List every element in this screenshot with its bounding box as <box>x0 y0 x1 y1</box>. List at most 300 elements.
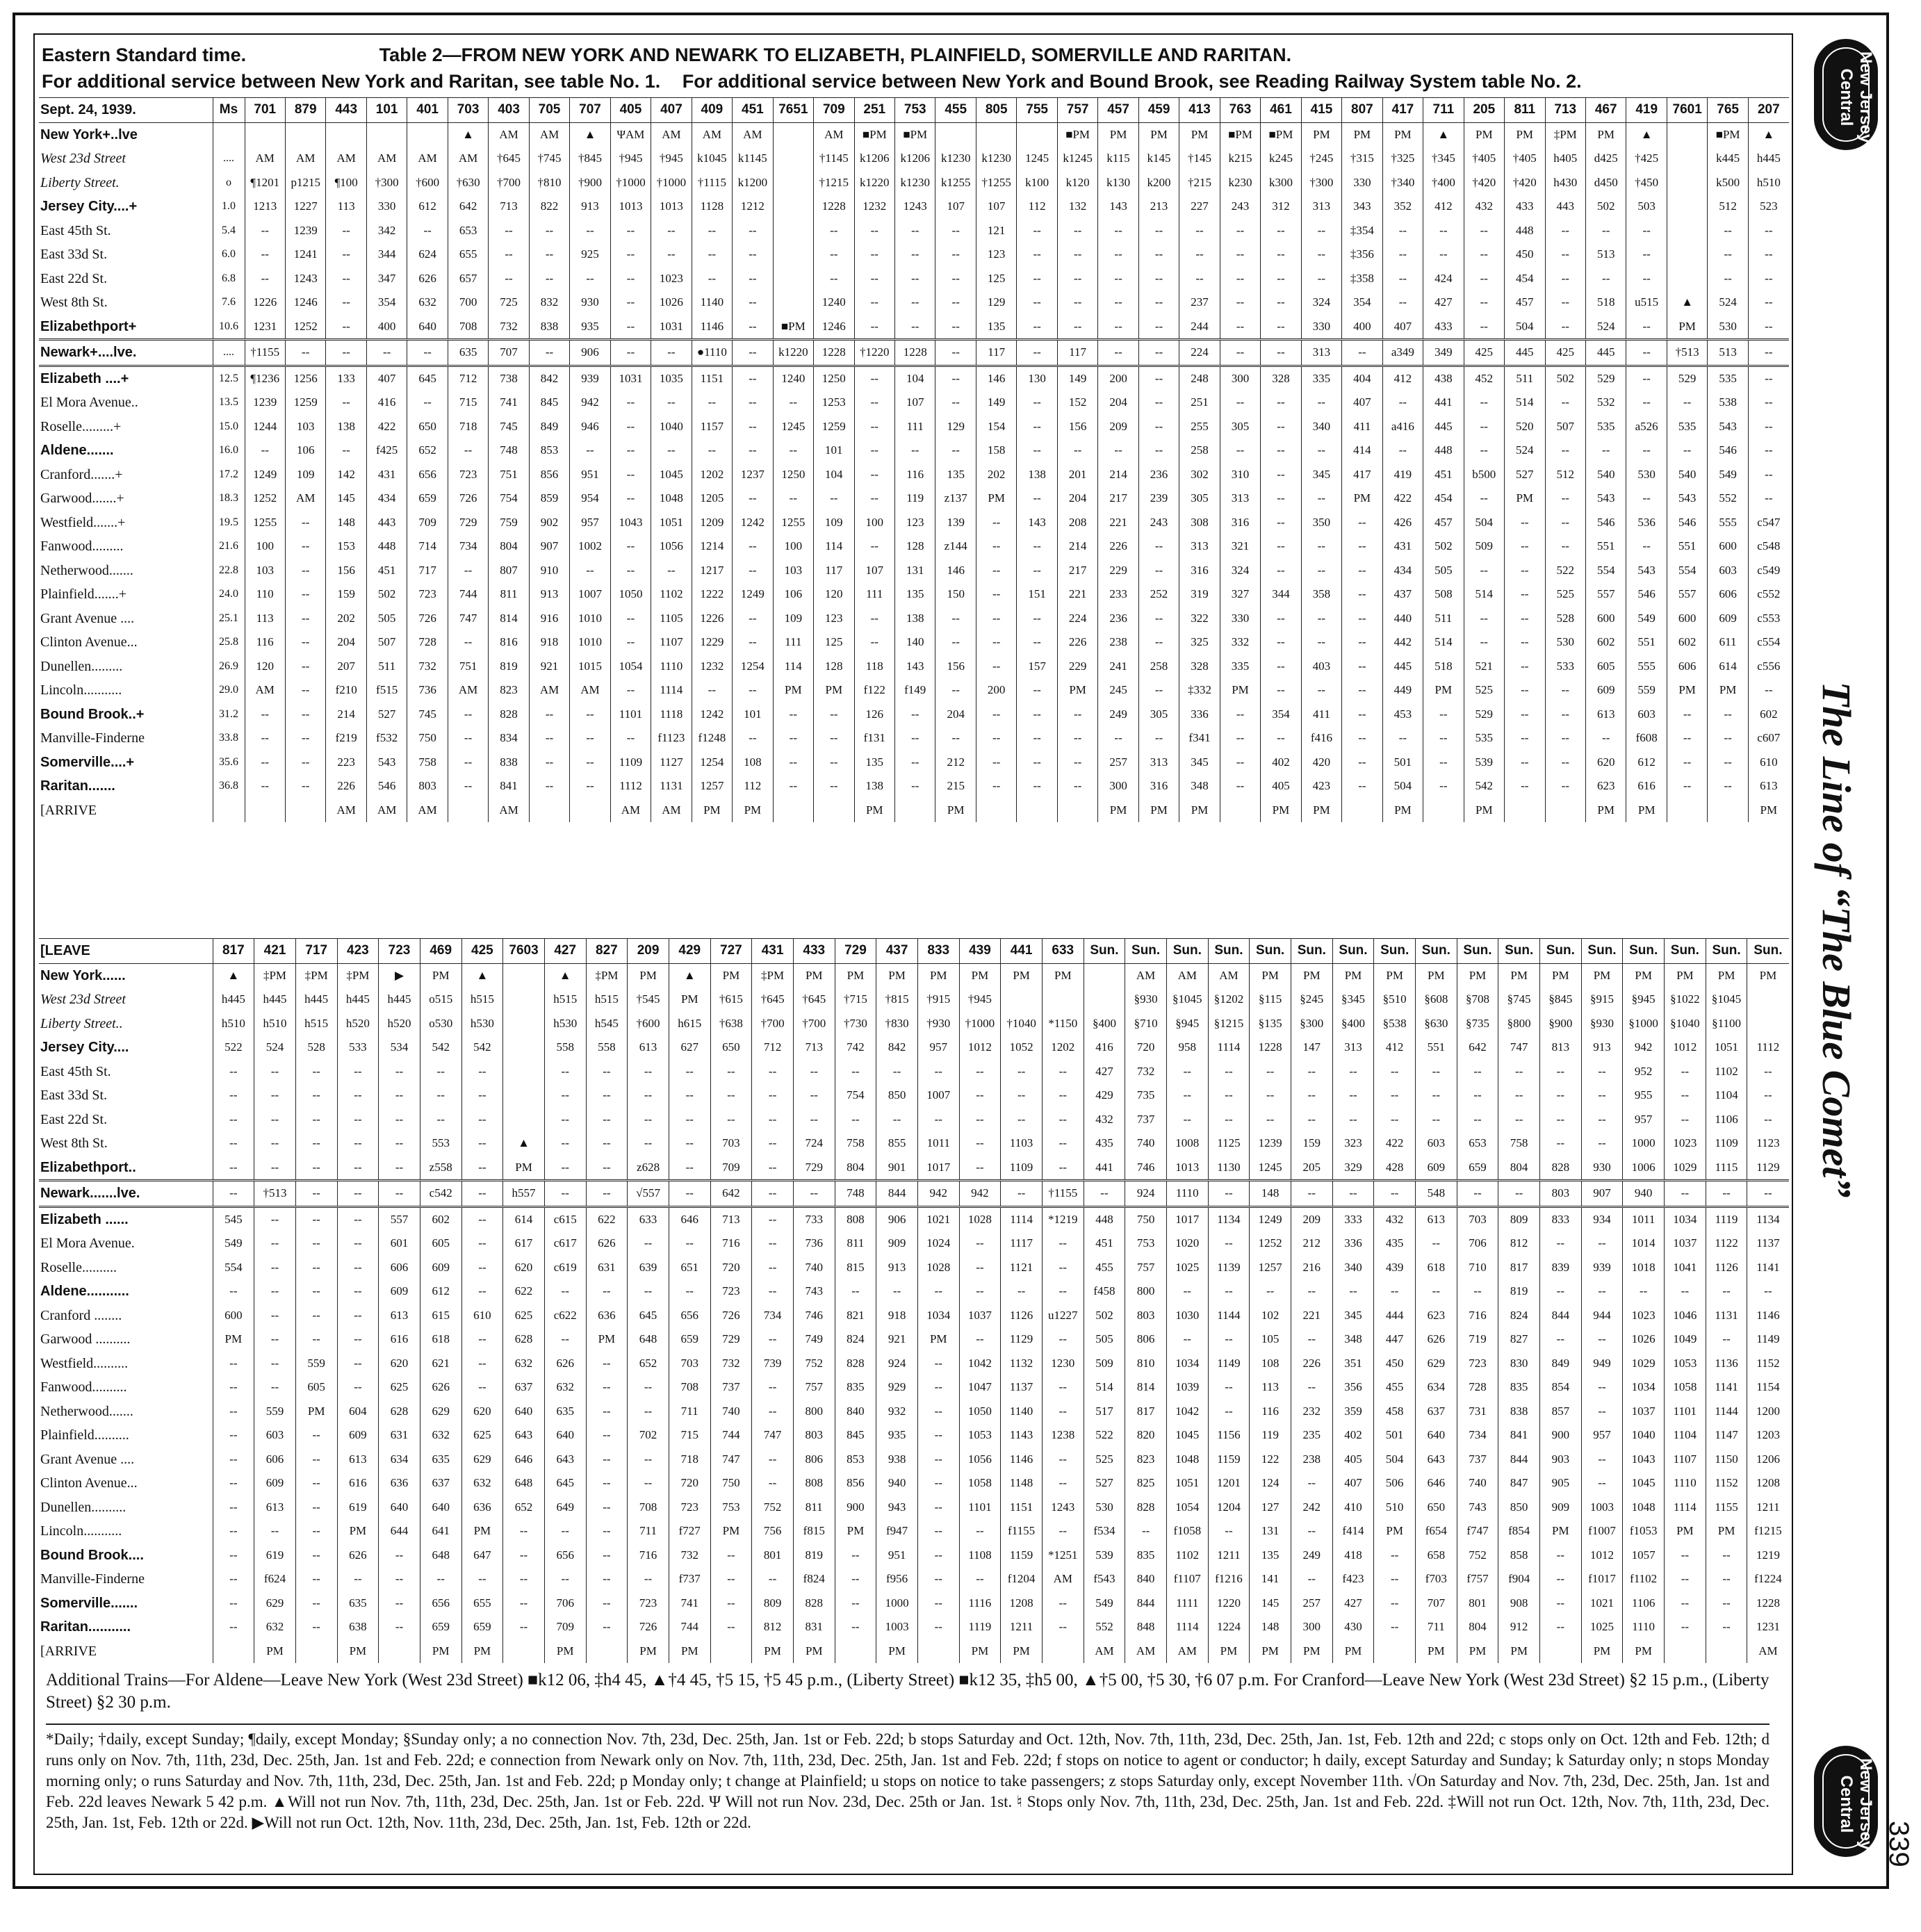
departure-time: 808 <box>835 1206 876 1231</box>
departure-time: 814 <box>489 607 529 631</box>
departure-time <box>1342 799 1382 823</box>
train-number: 729 <box>835 939 876 964</box>
departure-time: 1204 <box>1208 1496 1250 1520</box>
train-number: 437 <box>876 939 918 964</box>
departure-time: -- <box>213 1615 254 1639</box>
departure-time: 106 <box>285 439 325 463</box>
departure-time: PM <box>1374 963 1416 988</box>
departure-time: PM <box>461 1639 503 1664</box>
departure-time: PM <box>1747 963 1789 988</box>
departure-time: 523 <box>1748 195 1788 219</box>
departure-time: -- <box>245 703 285 727</box>
departure-time: -- <box>1423 774 1464 799</box>
departure-time: 750 <box>710 1471 752 1496</box>
station-row <box>39 1400 1789 1424</box>
departure-time: 514 <box>1423 630 1464 655</box>
train-number: 811 <box>1505 98 1545 123</box>
departure-time: -- <box>1291 1327 1332 1352</box>
departure-time: -- <box>733 607 773 631</box>
departure-time: AM <box>529 678 569 703</box>
station-miles <box>213 122 245 147</box>
departure-time: -- <box>1464 607 1504 631</box>
departure-time: 143 <box>1017 511 1057 535</box>
departure-time: 844 <box>1498 1448 1540 1472</box>
departure-time <box>245 122 285 147</box>
departure-time: -- <box>337 1304 379 1328</box>
departure-time: 1043 <box>1623 1448 1665 1472</box>
departure-time: AM <box>651 799 692 823</box>
departure-time: 745 <box>489 415 529 439</box>
departure-time: 419 <box>1382 463 1423 487</box>
departure-time: PM <box>1098 799 1138 823</box>
departure-time: 642 <box>1457 1035 1498 1060</box>
departure-time: 209 <box>1291 1206 1332 1231</box>
departure-time: -- <box>1415 1083 1457 1108</box>
departure-time: PM <box>1374 1519 1416 1544</box>
departure-time: -- <box>814 726 854 751</box>
departure-time: 502 <box>1545 366 1585 391</box>
station-name: Elizabeth ...... <box>39 1206 213 1231</box>
departure-time: 1245 <box>1017 147 1057 171</box>
departure-time: 512 <box>1545 463 1585 487</box>
departure-time: 120 <box>814 582 854 607</box>
station-row <box>39 463 1789 487</box>
departure-time: 217 <box>1098 486 1138 511</box>
departure-time: -- <box>366 340 407 366</box>
departure-time: -- <box>1665 1279 1706 1304</box>
departure-time: 723 <box>1457 1352 1498 1376</box>
departure-time: 745 <box>407 703 448 727</box>
departure-time: 1121 <box>1001 1256 1043 1280</box>
departure-time: -- <box>1342 559 1382 583</box>
departure-time: 506 <box>1374 1471 1416 1496</box>
departure-time: PM <box>1208 1639 1250 1664</box>
departure-time: 934 <box>1581 1206 1623 1231</box>
departure-time: 1228 <box>814 195 854 219</box>
departure-time: ▲ <box>570 122 610 147</box>
departure-time: 723 <box>628 1591 669 1616</box>
departure-time: 204 <box>1057 486 1097 511</box>
departure-time: k1145 <box>733 147 773 171</box>
departure-time: 157 <box>1017 655 1057 679</box>
departure-time: 1110 <box>1623 1615 1665 1639</box>
station-name: Westfield.......... <box>40 1355 129 1371</box>
departure-time: -- <box>326 391 366 415</box>
departure-time: 1224 <box>1208 1615 1250 1639</box>
departure-time: -- <box>692 243 732 267</box>
station-row <box>39 1231 1789 1256</box>
train-number: 461 <box>1261 98 1301 123</box>
departure-time: 715 <box>448 391 488 415</box>
departure-time: -- <box>1179 243 1220 267</box>
departure-time: f219 <box>326 726 366 751</box>
departure-time: -- <box>1261 243 1301 267</box>
departure-time: 709 <box>407 511 448 535</box>
station-name: Dunellen......... <box>40 658 123 674</box>
blue-comet-slogan: The Line of “The Blue Comet” <box>1814 681 1859 1198</box>
departure-time: 143 <box>1098 195 1138 219</box>
departure-time: 726 <box>710 1304 752 1328</box>
departure-time: 414 <box>1342 439 1382 463</box>
departure-time: AM <box>448 678 488 703</box>
departure-time: 305 <box>1138 703 1179 727</box>
departure-time: ▲ <box>1626 122 1667 147</box>
departure-time: -- <box>1706 1615 1747 1639</box>
departure-time <box>448 799 488 823</box>
departure-time: ▲ <box>213 963 254 988</box>
departure-time: 345 <box>1301 463 1341 487</box>
departure-time: -- <box>295 1327 337 1352</box>
train-number-row <box>39 939 1789 964</box>
departure-time: -- <box>544 1327 586 1352</box>
departure-time: h520 <box>337 1012 379 1036</box>
departure-time: 1217 <box>692 559 732 583</box>
departure-time: 804 <box>1498 1156 1540 1181</box>
departure-time: 123 <box>895 511 935 535</box>
departure-time: 447 <box>1374 1327 1416 1352</box>
departure-time: 834 <box>489 726 529 751</box>
departure-time: -- <box>295 1279 337 1304</box>
departure-time: 1137 <box>1001 1375 1043 1400</box>
departure-time: 1259 <box>285 391 325 415</box>
departure-time: -- <box>1342 511 1382 535</box>
departure-time: PM <box>1220 678 1260 703</box>
departure-time: -- <box>245 243 285 267</box>
departure-time: -- <box>1001 1083 1043 1108</box>
departure-time: -- <box>710 1615 752 1639</box>
departure-time: 628 <box>379 1400 420 1424</box>
departure-time: k145 <box>1138 147 1179 171</box>
departure-time <box>407 122 448 147</box>
departure-time: 624 <box>407 243 448 267</box>
departure-time: k100 <box>1017 171 1057 195</box>
departure-time: 442 <box>1382 630 1423 655</box>
departure-time: 257 <box>1098 751 1138 775</box>
departure-time: †630 <box>448 171 488 195</box>
departure-time: -- <box>1301 219 1341 243</box>
departure-time: 131 <box>895 559 935 583</box>
departure-time: -- <box>976 726 1016 751</box>
departure-time: 1102 <box>651 582 692 607</box>
departure-time: -- <box>1342 340 1382 366</box>
departure-time: §710 <box>1125 1012 1167 1036</box>
departure-time: -- <box>1220 751 1260 775</box>
station-row <box>39 171 1789 195</box>
departure-time: 1045 <box>1166 1423 1208 1448</box>
departure-time: 814 <box>1125 1375 1167 1400</box>
departure-time: 1239 <box>285 219 325 243</box>
departure-time: 201 <box>1057 463 1097 487</box>
departure-time: -- <box>461 1327 503 1352</box>
departure-time: 125 <box>976 267 1016 291</box>
departure-time: 423 <box>1301 774 1341 799</box>
departure-time: 546 <box>1626 582 1667 607</box>
departure-time: 555 <box>1708 511 1748 535</box>
departure-time: c548 <box>1748 534 1788 559</box>
departure-time: ▲ <box>1748 122 1788 147</box>
departure-time: 640 <box>1415 1423 1457 1448</box>
station-row <box>39 511 1789 535</box>
departure-time: 616 <box>337 1471 379 1496</box>
departure-time: -- <box>586 1108 628 1132</box>
departure-time: AM <box>285 147 325 171</box>
departure-time: -- <box>692 267 732 291</box>
departure-time: -- <box>917 1519 959 1544</box>
departure-time: PM <box>1138 799 1179 823</box>
departure-time: f341 <box>1179 726 1220 751</box>
departure-time: -- <box>1748 391 1788 415</box>
departure-time: 214 <box>1057 534 1097 559</box>
departure-time: -- <box>1747 1083 1789 1108</box>
train-number: 707 <box>570 98 610 123</box>
departure-time: §945 <box>1623 988 1665 1012</box>
departure-time: 438 <box>1423 366 1464 391</box>
departure-time: 407 <box>1342 391 1382 415</box>
departure-time: †845 <box>570 147 610 171</box>
departure-time: -- <box>1626 366 1667 391</box>
departure-time: -- <box>1545 678 1585 703</box>
departure-time: -- <box>752 1327 794 1352</box>
departure-time: 1149 <box>1747 1327 1789 1352</box>
train-number: 205 <box>1464 98 1504 123</box>
departure-time: -- <box>337 1156 379 1181</box>
departure-time: -- <box>1017 703 1057 727</box>
departure-time: 539 <box>1464 751 1504 775</box>
departure-time: -- <box>529 243 569 267</box>
station-miles: 25.8 <box>213 630 245 655</box>
station-name: Fanwood.......... <box>40 1380 127 1395</box>
departure-time: -- <box>337 1375 379 1400</box>
departure-time: PM <box>503 1156 545 1181</box>
departure-time: 156 <box>1057 415 1097 439</box>
departure-time: 1013 <box>651 195 692 219</box>
station-name: Dunellen.......... <box>40 1499 126 1515</box>
station-row <box>39 1035 1789 1060</box>
departure-time: -- <box>959 1131 1001 1156</box>
departure-time: 518 <box>1423 655 1464 679</box>
departure-time: -- <box>1042 1156 1084 1181</box>
departure-time: -- <box>976 703 1016 727</box>
station-name: Netherwood....... <box>40 1403 133 1419</box>
departure-time: 909 <box>1540 1496 1582 1520</box>
departure-time: -- <box>814 219 854 243</box>
departure-time: 454 <box>1505 267 1545 291</box>
departure-time: -- <box>570 559 610 583</box>
train-number: Sun. <box>1125 939 1167 964</box>
departure-time: †300 <box>366 171 407 195</box>
departure-time: 632 <box>503 1352 545 1376</box>
station-name: Grant Avenue .... <box>40 1451 135 1467</box>
station-row <box>39 267 1789 291</box>
departure-time: -- <box>529 751 569 775</box>
departure-time: 400 <box>1342 315 1382 340</box>
departure-time: 106 <box>773 582 813 607</box>
departure-time: 1147 <box>1706 1423 1747 1448</box>
departure-time: †340 <box>1382 171 1423 195</box>
train-number: 429 <box>669 939 710 964</box>
departure-time: -- <box>1042 1060 1084 1084</box>
header-line-2 <box>42 68 1786 95</box>
departure-time: 719 <box>1457 1327 1498 1352</box>
train-number: Sun. <box>1706 939 1747 964</box>
departure-time: 112 <box>1017 195 1057 219</box>
departure-time: -- <box>1208 1231 1250 1256</box>
departure-time: 1151 <box>692 366 732 391</box>
departure-time: -- <box>1250 1279 1291 1304</box>
departure-time: -- <box>1585 439 1626 463</box>
departure-time: 407 <box>1332 1471 1374 1496</box>
departure-time: 119 <box>895 486 935 511</box>
departure-time: 1243 <box>285 267 325 291</box>
departure-time: ■PM <box>895 122 935 147</box>
departure-time: 944 <box>1581 1304 1623 1328</box>
departure-time: §945 <box>1166 1012 1208 1036</box>
departure-time: 706 <box>544 1591 586 1616</box>
departure-time: 1029 <box>1665 1156 1706 1181</box>
station-miles: 36.8 <box>213 774 245 799</box>
departure-time: 313 <box>1179 534 1220 559</box>
train-number: Sun. <box>1623 939 1665 964</box>
departure-time: 405 <box>1332 1448 1374 1472</box>
departure-time: 811 <box>793 1496 835 1520</box>
departure-time: -- <box>1505 582 1545 607</box>
departure-time: 146 <box>976 366 1016 391</box>
departure-time: -- <box>1545 511 1585 535</box>
departure-time: -- <box>461 1567 503 1591</box>
departure-time: 855 <box>876 1131 918 1156</box>
departure-time: 502 <box>366 582 407 607</box>
departure-time: 909 <box>876 1231 918 1256</box>
departure-time: -- <box>1708 726 1748 751</box>
departure-time: 221 <box>1098 511 1138 535</box>
departure-time: 626 <box>407 267 448 291</box>
departure-time: 736 <box>793 1231 835 1256</box>
station-miles: 17.2 <box>213 463 245 487</box>
departure-time: 808 <box>793 1471 835 1496</box>
station-row <box>39 655 1789 679</box>
departure-time: 659 <box>407 486 448 511</box>
departure-time: 457 <box>1423 511 1464 535</box>
departure-time: 636 <box>379 1471 420 1496</box>
departure-time: -- <box>1017 439 1057 463</box>
departure-time: AM <box>1166 1639 1208 1664</box>
departure-time: 1131 <box>651 774 692 799</box>
departure-time: -- <box>935 678 976 703</box>
departure-time: c552 <box>1748 582 1788 607</box>
departure-time: 1228 <box>1250 1035 1291 1060</box>
departure-time: 244 <box>1179 315 1220 340</box>
departure-time: 445 <box>1585 340 1626 366</box>
departure-time: ‡PM <box>752 963 794 988</box>
departure-time: 815 <box>835 1256 876 1280</box>
departure-time: 740 <box>710 1400 752 1424</box>
departure-time: 214 <box>326 703 366 727</box>
station-name: Cranford.......+ <box>40 466 123 482</box>
departure-time: 235 <box>1291 1423 1332 1448</box>
departure-time: 610 <box>461 1304 503 1328</box>
departure-time: 1103 <box>1001 1131 1043 1156</box>
departure-time: 649 <box>544 1496 586 1520</box>
departure-time: 422 <box>366 415 407 439</box>
departure-time: -- <box>752 1181 794 1207</box>
departure-time: 1140 <box>1001 1400 1043 1424</box>
departure-time: c617 <box>544 1231 586 1256</box>
departure-time: -- <box>1540 1279 1582 1304</box>
departure-time: -- <box>1545 267 1585 291</box>
station-row <box>39 582 1789 607</box>
departure-time: -- <box>1098 726 1138 751</box>
departure-time: 1112 <box>610 774 651 799</box>
departure-time: 811 <box>835 1231 876 1256</box>
departure-time: 300 <box>1098 774 1138 799</box>
departure-time: -- <box>1261 726 1301 751</box>
timetable-lower <box>39 938 1789 1663</box>
departure-time: 812 <box>1498 1231 1540 1256</box>
train-number: 403 <box>489 98 529 123</box>
departure-time: 1126 <box>1001 1304 1043 1328</box>
departure-time: -- <box>407 340 448 366</box>
departure-time: 603 <box>1626 703 1667 727</box>
departure-time: 1006 <box>1623 1156 1665 1181</box>
departure-time: -- <box>895 751 935 775</box>
departure-time: †815 <box>876 988 918 1012</box>
station-miles: .... <box>213 340 245 366</box>
departure-time: -- <box>733 243 773 267</box>
departure-time: 1220 <box>1208 1591 1250 1616</box>
departure-time: 629 <box>461 1448 503 1472</box>
train-number: 467 <box>1585 98 1626 123</box>
departure-time: 549 <box>1084 1591 1125 1616</box>
departure-time: -- <box>628 1279 669 1304</box>
departure-time: 354 <box>1342 290 1382 315</box>
train-number: Sun. <box>1415 939 1457 964</box>
departure-time: 1003 <box>876 1615 918 1639</box>
departure-time <box>1706 1639 1747 1664</box>
departure-time: †715 <box>835 988 876 1012</box>
departure-time: 958 <box>1166 1035 1208 1060</box>
departure-time: -- <box>917 1400 959 1424</box>
departure-time: 504 <box>1374 1448 1416 1472</box>
departure-time: 229 <box>1098 559 1138 583</box>
departure-time: 844 <box>876 1181 918 1207</box>
departure-time: -- <box>669 1060 710 1084</box>
departure-time: 618 <box>420 1327 461 1352</box>
departure-time: -- <box>1708 751 1748 775</box>
departure-time: 1043 <box>610 511 651 535</box>
departure-time: 804 <box>489 534 529 559</box>
departure-time: PM <box>1498 963 1540 988</box>
departure-time: 1037 <box>1623 1400 1665 1424</box>
departure-time: PM <box>752 1639 794 1664</box>
departure-time: ▲ <box>461 963 503 988</box>
departure-time: f1204 <box>1001 1567 1043 1591</box>
departure-time: 736 <box>407 678 448 703</box>
departure-time: -- <box>1291 1060 1332 1084</box>
train-number: 407 <box>651 98 692 123</box>
train-number: 207 <box>1748 98 1788 123</box>
departure-time: k115 <box>1098 147 1138 171</box>
departure-time: -- <box>935 607 976 631</box>
departure-time: 213 <box>1138 195 1179 219</box>
departure-time: 517 <box>1084 1400 1125 1424</box>
departure-time: 711 <box>669 1400 710 1424</box>
departure-time: -- <box>295 1496 337 1520</box>
departure-time: 1101 <box>959 1496 1001 1520</box>
departure-time: 1048 <box>1166 1448 1208 1472</box>
departure-time: f1102 <box>1623 1567 1665 1591</box>
departure-time: 750 <box>407 726 448 751</box>
departure-time: ▲ <box>1423 122 1464 147</box>
